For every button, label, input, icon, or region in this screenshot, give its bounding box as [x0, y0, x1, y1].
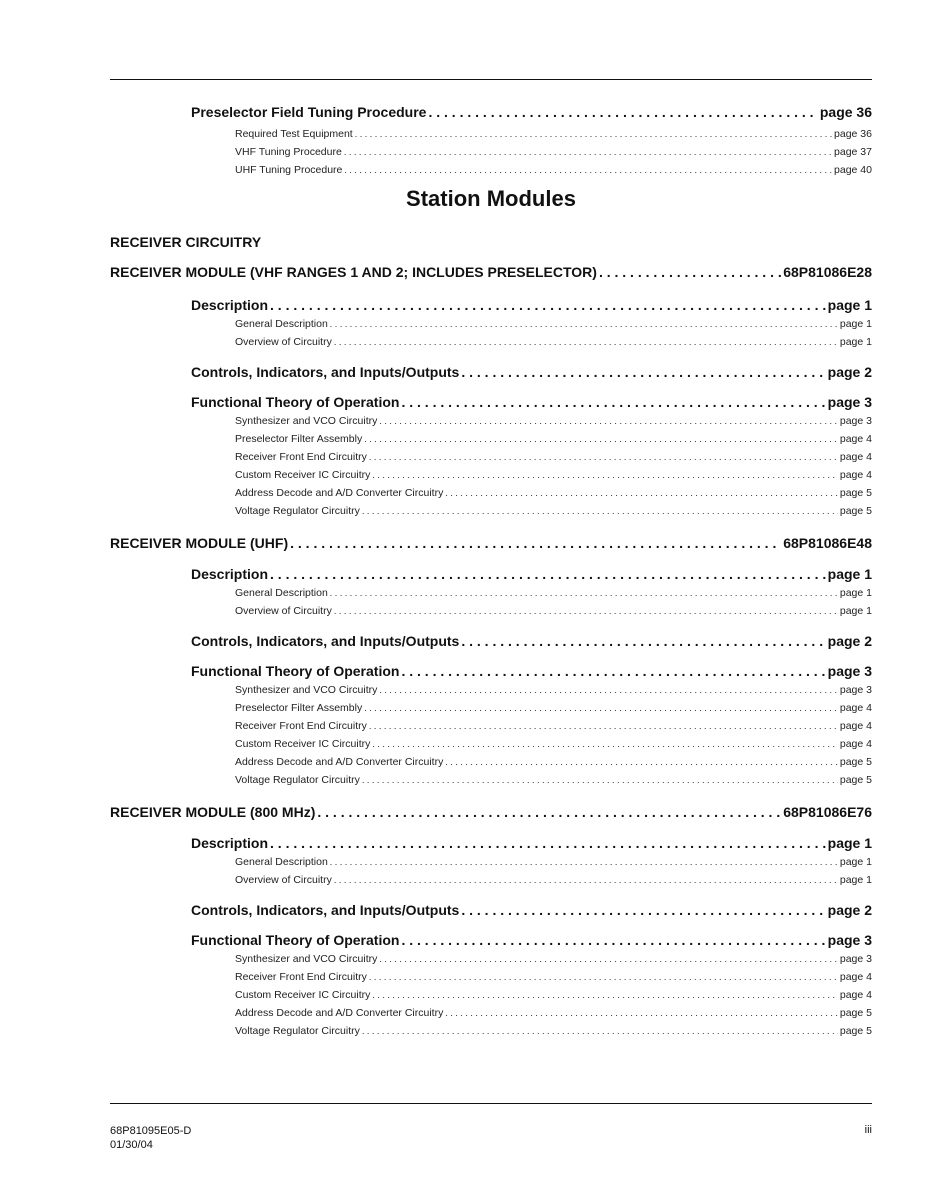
- toc-entry-label: UHF Tuning Procedure: [235, 164, 343, 176]
- dot-leader: [445, 1008, 838, 1018]
- toc-entry-head: [191, 297, 872, 313]
- toc-entry-sub: [235, 164, 872, 176]
- toc-entry-head: [191, 104, 872, 120]
- toc-entry-page: 68P81086E48: [783, 535, 872, 551]
- toc-entry-label: Receiver Front End Circuitry: [235, 451, 367, 463]
- toc-entry-label: Voltage Regulator Circuitry: [235, 505, 360, 517]
- toc-entry-module: [110, 535, 872, 551]
- dot-leader: [461, 364, 825, 380]
- toc-entry-head: [191, 932, 872, 948]
- toc-entry-label: Synthesizer and VCO Circuitry: [235, 684, 378, 696]
- footer-left: [110, 1124, 191, 1152]
- toc-entry-page: page 37: [834, 146, 872, 158]
- dot-leader: [372, 470, 838, 480]
- toc-entry-label: Custom Receiver IC Circuitry: [235, 469, 371, 481]
- toc-entry-sub: [235, 128, 872, 140]
- dot-leader: [344, 147, 832, 157]
- toc-entry-label: Custom Receiver IC Circuitry: [235, 989, 371, 1001]
- toc-entry-head: [191, 663, 872, 679]
- dot-leader: [317, 804, 781, 820]
- toc-entry-label: Functional Theory of Operation: [191, 663, 400, 679]
- toc-entry-page: 68P81086E28: [783, 264, 872, 280]
- section-heading: RECEIVER CIRCUITRY: [110, 234, 262, 250]
- toc-entry-sub: [235, 415, 872, 427]
- dot-leader: [364, 703, 838, 713]
- toc-entry-sub: [235, 856, 872, 868]
- toc-entry-page: page 3: [827, 394, 872, 410]
- toc-entry-label: Description: [191, 297, 269, 313]
- toc-entry-label: General Description: [235, 318, 328, 330]
- toc-entry-page: page 2: [827, 364, 872, 380]
- toc-entry-sub: [235, 1007, 872, 1019]
- toc-entry-sub: [235, 953, 872, 965]
- toc-entry-page: page 4: [839, 989, 872, 1001]
- toc-entry-page: page 3: [827, 663, 872, 679]
- dot-leader: [334, 875, 838, 885]
- toc-entry-page: page 1: [827, 835, 872, 851]
- toc-entry-page: page 36: [834, 128, 872, 140]
- toc-entry-page: page 3: [839, 415, 872, 427]
- toc-entry-label: Preselector Filter Assembly: [235, 433, 363, 445]
- dot-leader: [372, 739, 838, 749]
- toc-entry-label: Synthesizer and VCO Circuitry: [235, 415, 378, 427]
- dot-leader: [290, 535, 781, 551]
- toc-entry-sub: [235, 146, 872, 158]
- toc-entry-sub: [235, 587, 872, 599]
- toc-entry-head: [191, 364, 872, 380]
- toc-entry-label: Overview of Circuitry: [235, 605, 332, 617]
- toc-entry-label: Controls, Indicators, and Inputs/Outputs: [191, 364, 460, 380]
- toc-entry-sub: [235, 702, 872, 714]
- toc-entry-label: Functional Theory of Operation: [191, 394, 400, 410]
- toc-entry-sub: [235, 720, 872, 732]
- dot-leader: [334, 337, 838, 347]
- toc-entry-label: Functional Theory of Operation: [191, 932, 400, 948]
- toc-entry-page: page 3: [839, 684, 872, 696]
- toc-entry-sub: [235, 336, 872, 348]
- dot-leader: [355, 129, 832, 139]
- toc-entry-page: page 1: [839, 605, 872, 617]
- toc-entry-label: Voltage Regulator Circuitry: [235, 1025, 360, 1037]
- doc-date: 01/30/04: [110, 1139, 153, 1151]
- toc-entry-page: page 1: [839, 318, 872, 330]
- toc-entry-sub: [235, 989, 872, 1001]
- dot-leader: [379, 416, 837, 426]
- toc-entry-sub: [235, 874, 872, 886]
- dot-leader: [330, 319, 838, 329]
- toc-entry-page: page 5: [839, 505, 872, 517]
- dot-leader: [369, 452, 838, 462]
- toc-entry-page: page 3: [827, 932, 872, 948]
- toc-entry-label: Receiver Front End Circuitry: [235, 720, 367, 732]
- toc-entry-page: page 5: [839, 774, 872, 786]
- toc-entry-page: page 1: [839, 587, 872, 599]
- dot-leader: [401, 394, 825, 410]
- toc-entry-sub: [235, 738, 872, 750]
- toc-entry-sub: [235, 971, 872, 983]
- toc-entry-label: Address Decode and A/D Converter Circuitry: [235, 1007, 444, 1019]
- section-title: Station Modules: [406, 186, 576, 211]
- toc-entry-head: [191, 902, 872, 918]
- dot-leader: [428, 104, 817, 120]
- toc-entry-page: page 5: [839, 1007, 872, 1019]
- toc-entry-head: [191, 835, 872, 851]
- dot-leader: [369, 721, 838, 731]
- dot-leader: [461, 902, 825, 918]
- toc-entry-label: Controls, Indicators, and Inputs/Outputs: [191, 633, 460, 649]
- toc-entry-page: page 1: [827, 566, 872, 582]
- toc-entry-label: Preselector Filter Assembly: [235, 702, 363, 714]
- dot-leader: [362, 775, 838, 785]
- toc-entry-page: page 1: [827, 297, 872, 313]
- toc-entry-page: page 5: [839, 756, 872, 768]
- dot-leader: [445, 757, 838, 767]
- toc-entry-label: Required Test Equipment: [235, 128, 353, 140]
- page-number: iii: [864, 1124, 872, 1136]
- toc-entry-label: VHF Tuning Procedure: [235, 146, 342, 158]
- toc-entry-page: page 4: [839, 433, 872, 445]
- toc-entry-page: page 5: [839, 487, 872, 499]
- toc-entry-page: page 2: [827, 902, 872, 918]
- toc-entry-label: Receiver Front End Circuitry: [235, 971, 367, 983]
- toc-entry-page: page 1: [839, 874, 872, 886]
- dot-leader: [270, 297, 826, 313]
- toc-entry-label: Address Decode and A/D Converter Circuitry: [235, 756, 444, 768]
- toc-entry-page: page 36: [819, 104, 872, 120]
- toc-entry-page: page 2: [827, 633, 872, 649]
- dot-leader: [461, 633, 825, 649]
- toc-entry-sub: [235, 505, 872, 517]
- toc-entry-page: page 4: [839, 720, 872, 732]
- toc-entry-label: General Description: [235, 587, 328, 599]
- toc-entry-label: Description: [191, 835, 269, 851]
- toc-entry-label: RECEIVER MODULE (VHF RANGES 1 AND 2; INCLUDES PRESELECTOR): [110, 264, 597, 280]
- top-rule: [110, 79, 872, 80]
- toc-entry-page: page 4: [839, 702, 872, 714]
- toc-entry-sub: [235, 318, 872, 330]
- doc-number: 68P81095E05-D: [110, 1125, 192, 1137]
- toc-entry-label: Voltage Regulator Circuitry: [235, 774, 360, 786]
- toc-entry-label: Controls, Indicators, and Inputs/Outputs: [191, 902, 460, 918]
- dot-leader: [330, 588, 838, 598]
- toc-entry-page: page 40: [834, 164, 872, 176]
- dot-leader: [379, 954, 837, 964]
- toc-entry-label: Description: [191, 566, 269, 582]
- toc-entry-label: Overview of Circuitry: [235, 874, 332, 886]
- toc-entry-sub: [235, 451, 872, 463]
- dot-leader: [270, 566, 826, 582]
- dot-leader: [362, 506, 838, 516]
- toc-entry-label: RECEIVER MODULE (UHF): [110, 535, 289, 551]
- toc-entry-module: [110, 264, 872, 280]
- dot-leader: [372, 990, 838, 1000]
- toc-entry-sub: [235, 684, 872, 696]
- bottom-rule: [110, 1103, 872, 1104]
- dot-leader: [362, 1026, 838, 1036]
- toc-entry-page: page 1: [839, 336, 872, 348]
- toc-entry-sub: [235, 1025, 872, 1037]
- toc-entry-sub: [235, 469, 872, 481]
- toc-entry-page: page 4: [839, 469, 872, 481]
- dot-leader: [599, 264, 781, 280]
- toc-entry-head: [191, 566, 872, 582]
- toc-entry-page: page 4: [839, 451, 872, 463]
- toc-entry-label: RECEIVER MODULE (800 MHz): [110, 804, 316, 820]
- toc-entry-head: [191, 394, 872, 410]
- dot-leader: [270, 835, 826, 851]
- dot-leader: [334, 606, 838, 616]
- toc-entry-label: Custom Receiver IC Circuitry: [235, 738, 371, 750]
- toc-entry-page: page 5: [839, 1025, 872, 1037]
- toc-entry-page: page 1: [839, 856, 872, 868]
- toc-entry-label: Synthesizer and VCO Circuitry: [235, 953, 378, 965]
- toc-entry-module: [110, 804, 872, 820]
- toc-entry-page: page 3: [839, 953, 872, 965]
- toc-entry-page: page 4: [839, 738, 872, 750]
- toc-entry-sub: [235, 756, 872, 768]
- toc-entry-page: 68P81086E76: [783, 804, 872, 820]
- dot-leader: [401, 663, 825, 679]
- dot-leader: [401, 932, 825, 948]
- toc-entry-label: Overview of Circuitry: [235, 336, 332, 348]
- dot-leader: [344, 165, 832, 175]
- toc-entry-page: page 4: [839, 971, 872, 983]
- dot-leader: [379, 685, 837, 695]
- toc-entry-sub: [235, 774, 872, 786]
- dot-leader: [330, 857, 838, 867]
- toc-entry-sub: [235, 433, 872, 445]
- toc-entry-label: Address Decode and A/D Converter Circuitry: [235, 487, 444, 499]
- toc-entry-label: General Description: [235, 856, 328, 868]
- toc-entry-head: [191, 633, 872, 649]
- dot-leader: [364, 434, 838, 444]
- toc-entry-label: Preselector Field Tuning Procedure: [191, 104, 427, 120]
- dot-leader: [445, 488, 838, 498]
- toc-entry-sub: [235, 487, 872, 499]
- toc-entry-sub: [235, 605, 872, 617]
- dot-leader: [369, 972, 838, 982]
